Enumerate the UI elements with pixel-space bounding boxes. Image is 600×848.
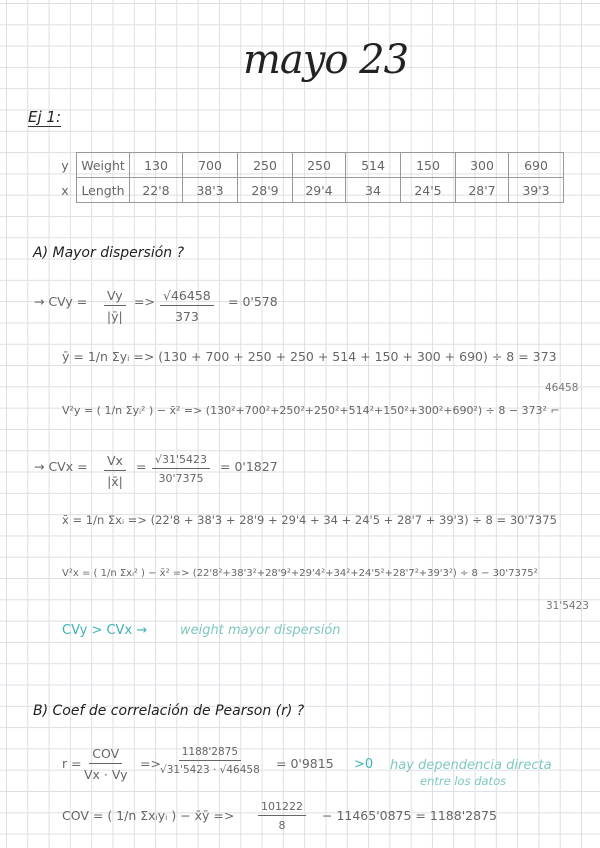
cv-y-den2: 373 xyxy=(174,309,199,324)
table-cell: 28'9 xyxy=(238,178,293,203)
cv-x-den: |x̄| xyxy=(107,474,123,489)
var-x-note: 31'5423 xyxy=(546,600,589,612)
section-a-heading: A) Mayor dispersión ? xyxy=(33,245,185,261)
row-var: x xyxy=(54,178,77,203)
mean-x-line: x̄ = 1/n Σxᵢ => (22'8 + 38'3 + 28'9 + 29'4 + 34 + 24'5 + 28'7 + 39'3) ÷ 8 = 30'7375 xyxy=(62,513,557,527)
cv-y-result: = 0'578 xyxy=(228,294,278,309)
page-title: mayo 23 xyxy=(243,37,409,83)
table-cell: 34 xyxy=(346,178,401,203)
table-cell: 22'8 xyxy=(130,178,183,203)
cv-x-fraction-2 xyxy=(152,453,210,485)
r-fraction xyxy=(84,746,127,782)
conclusion-lhs: CVy > CVx → xyxy=(62,623,148,638)
row-label: Length xyxy=(77,178,130,203)
table-cell: 300 xyxy=(456,153,509,178)
conclusion-rhs: weight mayor dispersión xyxy=(180,623,341,638)
table-cell: 250 xyxy=(238,153,293,178)
table-cell: 38'3 xyxy=(183,178,238,203)
cv-x-den2: 30'7375 xyxy=(158,472,204,485)
table-cell: 690 xyxy=(509,153,564,178)
table-cell: 514 xyxy=(346,153,401,178)
cv-y-num: Vy xyxy=(104,288,126,306)
r-den: Vx · Vy xyxy=(84,767,128,782)
exercise-label: Ej 1: xyxy=(28,108,62,126)
cov-den: 8 xyxy=(278,819,286,832)
table-cell: 130 xyxy=(130,153,183,178)
cv-y-den: |ȳ| xyxy=(106,309,123,324)
r-arrow: => xyxy=(140,756,161,771)
table-cell: 28'7 xyxy=(456,178,509,203)
cv-y-lhs: → CVy = xyxy=(34,294,88,309)
r-fraction-2 xyxy=(160,746,260,776)
var-y-line: V²y = ( 1/n Σyᵢ² ) − x̄² => (130²+700²+250²+250²+514²+150²+300²+690²) ÷ 8 − 373² ⌐ xyxy=(62,404,560,417)
r-den2: √31'5423 · √46458 xyxy=(160,764,260,776)
cov-fraction xyxy=(258,800,306,832)
cv-x-fraction xyxy=(104,453,126,489)
dependence-note-1: hay dependencia directa xyxy=(390,758,552,773)
var-y-note: 46458 xyxy=(545,382,579,394)
r-result: = 0'9815 xyxy=(276,756,334,771)
cv-y-arrow: => xyxy=(134,294,155,309)
row-label: Weight xyxy=(77,153,130,178)
cov-rest: − 11465'0875 = 1188'2875 xyxy=(322,808,497,823)
table-cell: 700 xyxy=(183,153,238,178)
cv-x-num2: √31'5423 xyxy=(152,453,210,469)
cv-y-fraction-2 xyxy=(160,288,214,324)
cv-x-lhs: → CVx = xyxy=(34,459,88,474)
cv-y-num2: √46458 xyxy=(160,288,214,306)
dependence-note-2: entre los datos xyxy=(420,774,507,788)
r-lhs: r = xyxy=(62,756,82,771)
cv-x-result: = 0'1827 xyxy=(220,459,278,474)
table-row xyxy=(54,153,564,178)
table-cell: 29'4 xyxy=(293,178,346,203)
table-cell: 39'3 xyxy=(509,178,564,203)
r-gt0: >0 xyxy=(354,757,374,772)
r-num2: 1188'2875 xyxy=(179,746,241,761)
cov-lhs: COV = ( 1/n Σxᵢyᵢ ) − x̄ȳ => xyxy=(62,808,235,823)
table-cell: 24'5 xyxy=(401,178,456,203)
cv-x-arrow: = xyxy=(136,459,147,474)
r-num: COV xyxy=(89,746,122,764)
data-table xyxy=(54,152,564,203)
cv-y-fraction xyxy=(104,288,126,324)
table-cell: 150 xyxy=(401,153,456,178)
table-row xyxy=(54,178,564,203)
var-x-line: V²x = ( 1/n Σxᵢ² ) − x̄² => (22'8²+38'3²+28'9²+29'4²+34²+24'5²+28'7²+39'3²) ÷ 8 − 30'7375² xyxy=(62,568,538,579)
cov-num: 101222 xyxy=(258,800,306,816)
row-var: y xyxy=(54,153,77,178)
table-cell: 250 xyxy=(293,153,346,178)
cv-x-num: Vx xyxy=(104,453,126,471)
section-b-heading: B) Coef de correlación de Pearson (r) ? xyxy=(33,703,305,719)
mean-y-line: ȳ = 1/n Σyᵢ => (130 + 700 + 250 + 250 + 514 + 150 + 300 + 690) ÷ 8 = 373 xyxy=(62,349,557,364)
